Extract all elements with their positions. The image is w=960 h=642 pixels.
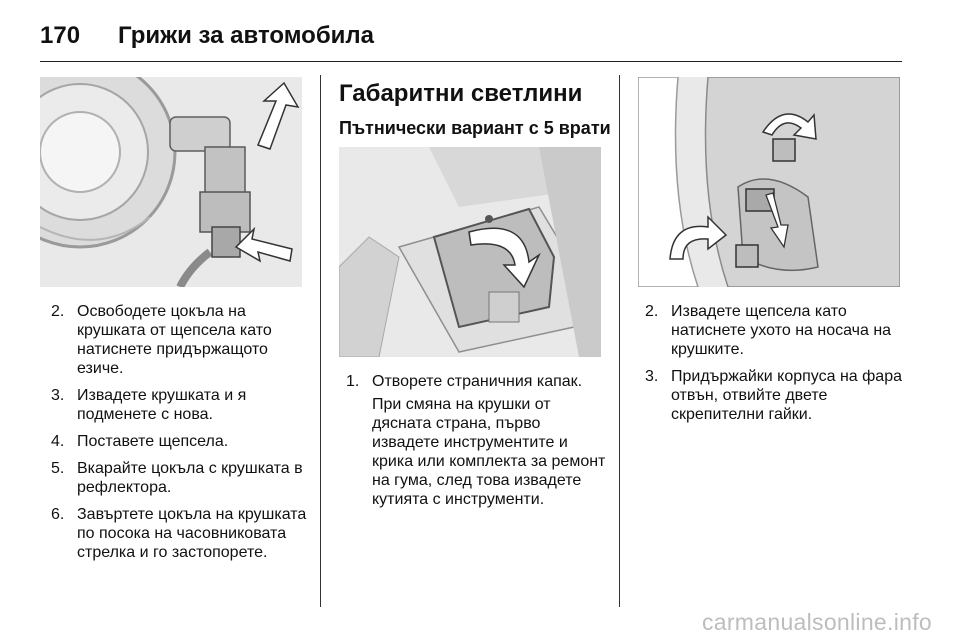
step-text: Поставете щепсела. — [77, 433, 229, 450]
step-number: 3. — [645, 368, 659, 385]
list-item — [51, 459, 313, 497]
list-item — [346, 372, 608, 509]
list-item — [645, 367, 903, 424]
list-item — [51, 505, 313, 562]
list-item — [51, 386, 313, 424]
step-number: 4. — [51, 433, 65, 450]
tail-light-nuts-illustration — [638, 77, 900, 287]
step-number: 6. — [51, 506, 65, 523]
column-divider-left — [320, 75, 321, 607]
trunk-side-cover-drawing — [339, 147, 601, 357]
header-rule — [40, 61, 902, 62]
step-subtext: При смяна на крушки от дясната страна, първо извадете инструментите и крика или комплекта за ремонт на гума, след това извадете кутията с инструменти. — [372, 396, 606, 508]
step-text: Извадете щепсела като натиснете ухото на носача на крушките. — [671, 303, 892, 358]
page-number: 170 — [40, 22, 81, 49]
middle-steps-list — [346, 372, 608, 517]
step-number: 2. — [51, 303, 65, 320]
watermark: carmanualsonline.info — [701, 609, 932, 635]
page-header — [40, 22, 374, 52]
right-steps-list — [645, 302, 903, 432]
step-number: 2. — [645, 303, 659, 320]
section-title: Габаритни светлини — [339, 80, 583, 107]
step-text: Завъртете цокъла на крушката по посока на часовниковата стрелка и го застопорете. — [77, 506, 307, 561]
headlamp-bulb-illustration — [40, 77, 302, 287]
tail-light-nuts-drawing — [638, 77, 900, 287]
column-divider-right — [619, 75, 620, 607]
list-item — [51, 302, 313, 378]
list-item — [645, 302, 903, 359]
step-text: Отворете страничния капак. — [372, 373, 583, 390]
page-title: Грижи за автомобила — [118, 22, 375, 49]
step-text: Придържайки корпуса на фара отвън, отвийте двете скрепителни гайки. — [671, 368, 902, 423]
trunk-side-cover-illustration — [339, 147, 601, 357]
headlamp-bulb-drawing — [40, 77, 302, 287]
step-text: Освободете цокъла на крушката от щепсела като натиснете придържащото езиче. — [77, 303, 272, 377]
list-item — [51, 432, 313, 451]
left-steps-list — [51, 302, 313, 570]
subsection-title: Пътнически вариант с 5 врати — [339, 118, 611, 138]
step-text: Извадете крушката и я подменете с нова. — [77, 387, 247, 423]
step-text: Вкарайте цокъла с крушката в рефлектора. — [77, 460, 303, 496]
step-number: 3. — [51, 387, 65, 404]
step-number: 5. — [51, 460, 65, 477]
step-number: 1. — [346, 373, 360, 390]
